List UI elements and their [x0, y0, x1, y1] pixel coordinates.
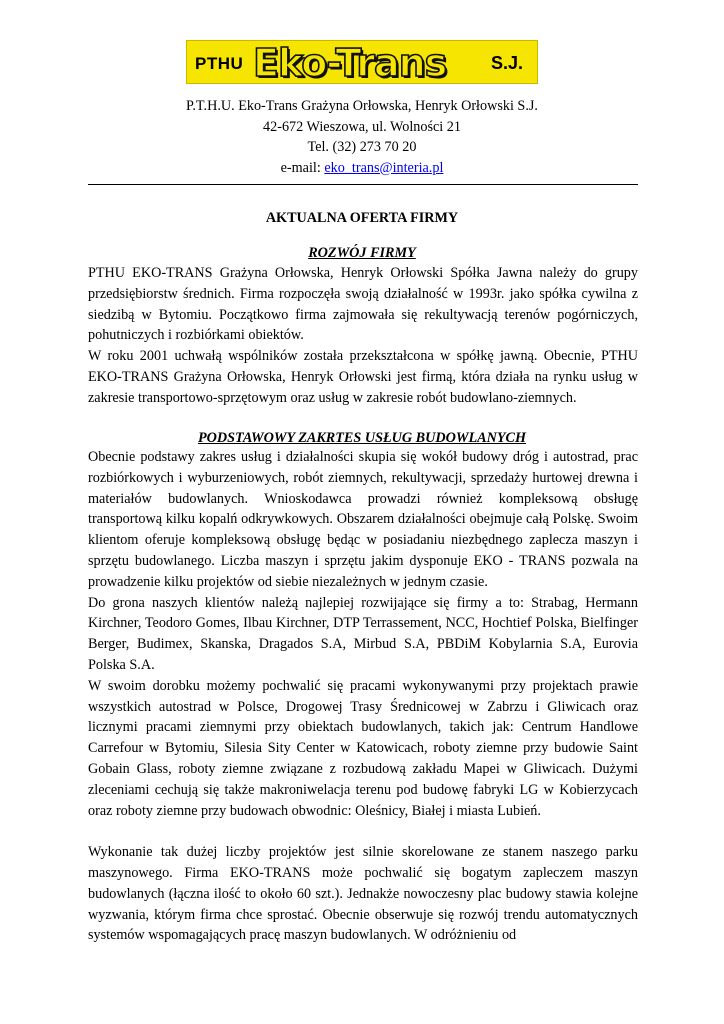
header-divider	[88, 184, 638, 185]
logo-prefix: PTHU	[195, 54, 244, 73]
section-development-body	[88, 263, 638, 409]
company-phone: Tel. (32) 273 70 20	[307, 139, 417, 156]
email-label: e-mail:	[280, 159, 325, 176]
email-link[interactable]: eko_trans@interia.pl	[324, 159, 444, 176]
paragraph: PTHU EKO-TRANS Grażyna Orłowska, Henryk Orłowski Spółka Jawna należy do grupy przedsiębiorstw średnich. Firma rozpoczęła swoją działalność w 1993r. jako spółka cywilna z siedzibą w Bytomiu. Początkowo firma zajmowała się rekultywacją terenów pogórniczych, pohutniczych i rozbiórkami obiektów.	[88, 265, 638, 344]
paragraph: Wykonanie tak dużej liczby projektów jest silnie skorelowane ze stanem naszego parku maszynowego. Firma EKO-TRANS może pochwalić się bogatym zapleczem maszyn budowlanych (łączna ilość to około 60 szt.). Jednakże nowoczesny plac budowy stawia kolejne wyzwania, którym firma chce sprostać. Obecnie obserwuje się rozwój trendu automatycznych systemów wspomagających pracę maszyn budowlanych. W odróżnieniu od	[88, 844, 638, 944]
paragraph: Do grona naszych klientów należą najlepiej rozwijające się firmy a to: Strabag, Hermann Kirchner, Teodoro Gomes, Ilbau Kirchner, DTP Terrassement, NCC, Hochtief Polska, Bielfinger Berger, Budimex, Skanska, Dragados S.A, Mirbud S.A, PBDiM Kobylarnia S.A, Eurovia Polska S.A.	[88, 594, 638, 673]
company-name: P.T.H.U. Eko-Trans Grażyna Orłowska, Henryk Orłowski S.J.	[186, 98, 538, 114]
company-logo	[186, 40, 538, 84]
logo-brand: Eko-Trans	[253, 41, 447, 85]
paragraph: Obecnie podstawy zakres usług i działalności skupia się wokół budowy dróg i autostrad, prac rozbiórkowych i wyburzeniowych, robót ziemnych, rekultywacji, sprzedaży hurtowej drewna i materiałów budowlanych. Wnioskodawca prowadzi również kompleksową obsługę transportową kilku kopalń odkrywkowych. Obszarem działalności obejmuje całą Polskę. Swoim klientom oferuje kompleksową obsługę będąc w posiadaniu niezbędnego zaplecza maszyn i sprzętu budowlanego. Liczba maszyn i sprzętu jakim dysponuje EKO - TRANS pozwala na prowadzenie kilku projektów od siebie niezależnych w jednym czasie.	[88, 449, 638, 590]
company-address: 42-672 Wieszowa, ul. Wolności 21	[263, 118, 461, 135]
main-heading: AKTUALNA OFERTA FIRMY	[265, 210, 459, 226]
section-heading-development: ROZWÓJ FIRMY	[308, 245, 416, 261]
section-services-body	[88, 447, 638, 946]
paragraph: W roku 2001 uchwałą wspólników została przekształcona w spółkę jawną. Obecnie, PTHU EKO-TRANS Grażyna Orłowska, Henryk Orłowski jest firmą, która działa na rynku usług w zakresie transportowo-sprzętowym oraz usług w zakresie robót budowlano-ziemnych.	[88, 348, 638, 406]
company-email-line	[88, 158, 636, 179]
logo-suffix: S.J.	[491, 53, 524, 73]
paragraph: W swoim dorobku możemy pochwalić się pracami wykonywanymi przy projektach prawie wszystkich autostrad w Polsce, Drogowej Trasy Średnicowej w Zabrzu i Gliwicach oraz licznymi pracami ziemnymi przy obiektach budowlanych, takich jak: Centrum Handlowe Carrefour w Bytomiu, Silesia Sity Center w Katowicach, roboty ziemne przy budowie Saint Gobain Glass, roboty ziemne związane z rozbudową zakładu Mapei w Gliwicach. Dużymi zleceniami cechują się także makroniwelacja terenu pod budowę fabryki LG w Kobierzycach oraz roboty ziemne przy budowach obwodnic: Oleśnicy, Białej i miasta Lubień.	[88, 677, 638, 819]
company-header	[88, 96, 636, 178]
section-heading-services: PODSTAWOWY ZAKRTES USŁUG BUDOWLANYCH	[197, 430, 527, 446]
